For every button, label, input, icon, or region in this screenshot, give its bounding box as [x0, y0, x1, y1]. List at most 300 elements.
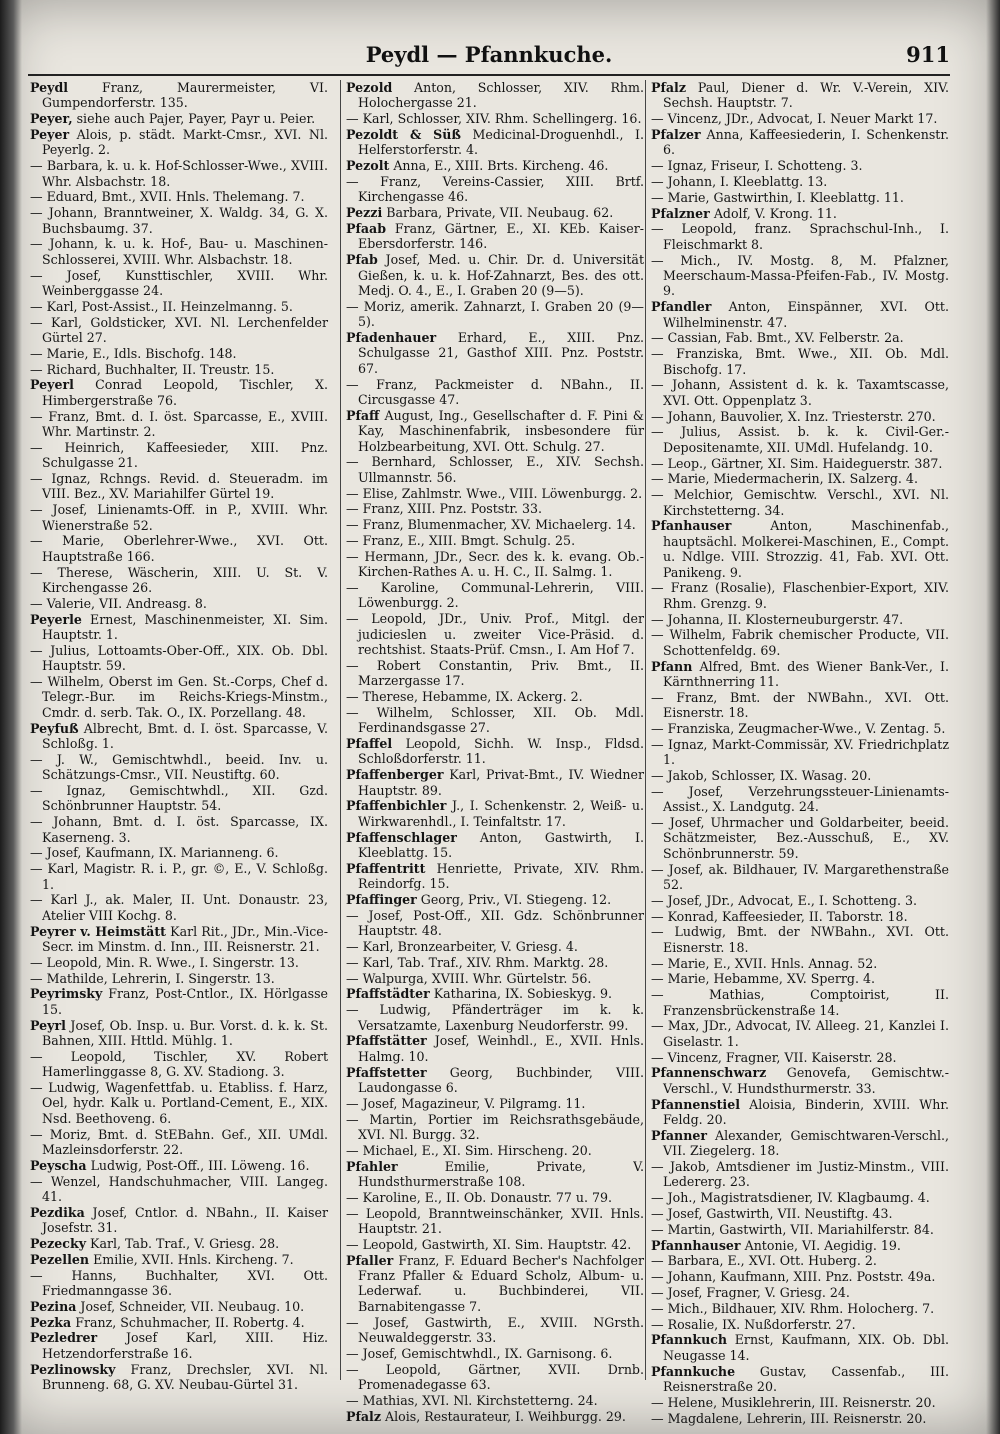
directory-entry [651, 1190, 949, 1205]
directory-entry [651, 1395, 949, 1410]
directory-entry [651, 206, 949, 221]
entry-details: — Therese, Wäscherin, XIII. U. St. V. Kirchengasse 26. [30, 564, 328, 596]
entry-details: — Johann, I. Kleeblattg. 13. [651, 174, 828, 189]
entry-details: — Eduard, Bmt., XVII. Hnls. Thelemang. 7. [30, 189, 305, 205]
entry-details: Josef, Schneider, VII. Neubaug. 10. [80, 1298, 305, 1314]
entry-surname: Peyer, [30, 111, 73, 127]
entry-details: Josef, Ob. Insp. u. Bur. Vorst. d. k. k. St. Bahnen, XIII. Httld. Mühlg. 1. [42, 1017, 328, 1049]
entry-surname: Pfannenstiel [651, 1096, 741, 1112]
directory-entry [30, 1299, 328, 1314]
directory-entry [651, 424, 949, 455]
entry-surname: Pfanhauser [651, 518, 732, 534]
entry-surname: Pfanner [651, 1127, 708, 1143]
entry-details: — Leopold, Tischler, XV. Robert Hamerlinggasse 8, G. XV. Stadiong. 3. [30, 1048, 328, 1080]
directory-entry [346, 939, 644, 954]
entry-surname: Pfaffel [346, 736, 393, 752]
entry-details: — Marie, Oberlehrer-Wwe., XVI. Ott. Hauptstraße 166. [30, 533, 328, 564]
entry-details: — Ludwig, Wagenfettfab. u. Etabliss. f. Harz, Oel, hydr. Kalk u. Portland-Cement, E., XIX. Nsd. Beethoveng. 6. [30, 1080, 328, 1126]
directory-entry [30, 236, 328, 267]
directory-entry [30, 362, 328, 377]
directory-entry [30, 1315, 328, 1330]
directory-entry [651, 471, 949, 486]
directory-entry [346, 1237, 644, 1252]
entry-details: — Wilhelm, Oberst im Gen. St.-Corps, Chef d. Telegr.-Bur. im Reichs-Kriegs-Minstm., Cmdr. d. serb. Tak. O., IX. Porzellang. 48. [30, 674, 328, 720]
directory-entry [30, 1268, 328, 1299]
entry-details: — Mich., Bildhauer, XIV. Rhm. Holocherg. 7. [651, 1300, 935, 1316]
column-2 [346, 80, 644, 1424]
directory-entry [30, 814, 328, 845]
entry-details: Josef, Weinhdl., E., XVII. Hnls. Halmg. 10. [358, 1033, 644, 1064]
directory-entry [346, 798, 644, 829]
entry-details: — Josef, Fragner, V. Griesg. 24. [651, 1285, 850, 1301]
directory-entry [651, 580, 949, 611]
directory-entry [651, 893, 949, 908]
entry-details: — Mathilde, Lehrerin, I. Singerstr. 13. [30, 970, 275, 986]
directory-entry [30, 1252, 328, 1267]
entry-details: — Karl, Schlosser, XIV. Rhm. Schellingerg. 16. [346, 111, 642, 127]
directory-entry [651, 659, 949, 690]
directory-entry [651, 721, 949, 736]
entry-details: — Franziska, Zeugmacher-Wwe., V. Zentag. 5. [651, 721, 946, 737]
entry-details: — Konrad, Kaffeesieder, II. Taborstr. 18. [651, 908, 908, 924]
entry-details: — Josef, Magazineur, V. Pilgramg. 11. [346, 1095, 586, 1111]
entry-details: Franz, Drechsler, XVI. Nl. Brunneng. 68, G. XV. Neubau-Gürtel 31. [42, 1361, 328, 1393]
directory-entry [651, 1159, 949, 1190]
directory-entry [30, 845, 328, 860]
entry-details: — Karl, Bronzearbeiter, V. Griesg. 4. [346, 939, 578, 955]
directory-entry [651, 612, 949, 627]
directory-entry [651, 627, 949, 658]
entry-details: — Helene, Musiklehrerin, III. Reisnerstr. 20. [651, 1394, 936, 1410]
entry-surname: Pfalz [651, 80, 686, 95]
directory-entry [30, 924, 328, 955]
directory-entry [651, 1128, 949, 1159]
directory-entry [651, 1018, 949, 1049]
directory-entry [651, 1097, 949, 1128]
page-title: Peydl — Pfannkuche. [365, 42, 613, 67]
entry-surname: Pfannkuch [651, 1332, 728, 1348]
entry-details: — Wilhelm, Fabrik chemischer Producte, VII. Schottenfeldg. 69. [651, 627, 949, 658]
directory-entry [346, 1315, 644, 1346]
directory-entry [30, 377, 328, 408]
entry-details: — Ignaz, Markt-Commissär, XV. Friedrichplatz 1. [651, 736, 949, 768]
entry-details: — Ignaz, Friseur, I. Schotteng. 3. [651, 158, 863, 174]
directory-entry [651, 190, 949, 205]
entry-surname: Pfannkuche [651, 1363, 736, 1379]
directory-entry [346, 767, 644, 798]
entry-details: — Johann, Bauvolier, X. Inz. Triesterstr. 270. [651, 408, 936, 424]
entry-details: — Ludwig, Pfänderträger im k. k. Versatzamte, Laxenburg Neudorferstr. 99. [346, 1002, 644, 1033]
entry-details: — Wenzel, Handschuhmacher, VIII. Langeg. 41. [30, 1173, 328, 1205]
entry-details: — Johann, Assistent d. k. k. Taxamtscasse, XVI. Ott. Oppenplatz 3. [651, 377, 949, 408]
entry-details: — Karoline, E., II. Ob. Donaustr. 77 u. 79. [346, 1189, 613, 1205]
directory-entry [346, 533, 644, 548]
entry-surname: Pezka [30, 1314, 72, 1330]
entry-details: — Leopold, Gärtner, XVII. Drnb. Promenadegasse 63. [346, 1361, 644, 1393]
entry-surname: Pfandler [651, 299, 712, 315]
entry-details: Katharina, IX. Sobieskyg. 9. [433, 986, 613, 1002]
entry-details: — Cassian, Fab. Bmt., XV. Felberstr. 2a. [651, 330, 904, 346]
directory-entry [651, 1269, 949, 1284]
entry-details: — Josef, Kunsttischler, XVIII. Whr. Weinberggasse 24. [30, 267, 328, 299]
entry-details: — Mathias, Comptoirist, II. Franzensbrückenstraße 14. [651, 987, 949, 1018]
entry-details: Aloisia, Binderin, XVIII. Whr. Feldg. 20. [663, 1096, 949, 1128]
entry-details: — Josef, Post-Off., XII. Gdz. Schönbrunner Hauptstr. 48. [346, 907, 644, 939]
entry-surname: Pfann [651, 658, 693, 674]
entry-details: — Heinrich, Kaffeesieder, XIII. Pnz. Schulgasse 21. [30, 439, 328, 471]
entry-details: — Leopold, Min. R. Wwe., I. Singerstr. 13. [30, 954, 299, 970]
directory-entry [346, 611, 644, 657]
entry-details: — Leopold, Branntweinschänker, XVII. Hnls. Hauptstr. 21. [346, 1205, 644, 1237]
entry-surname: Pfalzer [651, 127, 701, 142]
entry-details: — Moriz, Bmt. d. StEBahn. Gef., XII. UMdl. Mazleinsdorferstr. 22. [30, 1126, 328, 1158]
entry-details: — Karl, Tab. Traf., XIV. Rhm. Marktg. 28. [346, 954, 609, 970]
entry-surname: Pezold [346, 80, 393, 95]
directory-entry [30, 533, 328, 564]
entry-details: Ludwig, Post-Off., III. Löweng. 16. [90, 1157, 310, 1173]
directory-entry [30, 1080, 328, 1126]
entry-details: — Ludwig, Bmt. der NWBahn., XVI. Ott. Eisnerstr. 18. [651, 924, 949, 955]
entry-details: — Josef, Kaufmann, IX. Marianneng. 6. [30, 845, 279, 861]
entry-details: Anna, Kaffeesiederin, I. Schenkenstr. 6. [663, 127, 949, 158]
entry-details: Karl, Tab. Traf., V. Griesg. 28. [90, 1236, 280, 1252]
directory-entry [30, 440, 328, 471]
column-3 [651, 80, 950, 1426]
entry-details: — Moriz, amerik. Zahnarzt, I. Graben 20 (9—5). [346, 298, 644, 330]
directory-entry [346, 1112, 644, 1143]
entry-details: Anton, Maschinenfab., hauptsächl. Molkerei-Maschinen, E., Compt. u. Ndlge. VIII. Strozzig. 41, Fab. XVI. Ott. Panikeng. 9. [663, 518, 949, 580]
directory-entry [30, 674, 328, 720]
entry-details: — Jakob, Schlosser, IX. Wasag. 20. [651, 768, 872, 784]
entry-details: — Mathias, XVI. Nl. Kirchstetterng. 24. [346, 1392, 598, 1408]
entry-details: Franz, Post-Cntlor., IX. Hörlgasse 15. [42, 986, 328, 1017]
entry-details: — Johanna, II. Klosterneuburgerstr. 47. [651, 611, 904, 627]
entry-details: — Marie, Gastwirthin, I. Kleeblattg. 11. [651, 189, 904, 205]
directory-entry [30, 1018, 328, 1049]
entry-details: Emilie, XVII. Hnls. Kircheng. 7. [93, 1251, 294, 1267]
directory-entry [651, 80, 949, 111]
directory-entry [30, 1205, 328, 1236]
directory-entry [346, 408, 644, 454]
entry-details: — Johann, Kaufmann, XIII. Pnz. Poststr. 49a. [651, 1269, 936, 1285]
entry-surname: Pfannenschwarz [651, 1065, 767, 1081]
directory-entry [30, 721, 328, 752]
entry-details: — Hermann, JDr., Secr. des k. k. evang. Ob.-Kirchen-Rathes A. u. H. C., II. Salmg. 1. [346, 548, 644, 580]
column-1 [30, 80, 328, 1393]
entry-details: — Josef, Uhrmacher und Goldarbeiter, beeid. Schätzmeister, Bez.-Ausschuß, E., XV. Schönbrunnerstr. 59. [651, 815, 949, 861]
entry-details: — Franz, E., XIII. Bmgt. Schulg. 25. [346, 533, 576, 549]
directory-entry [651, 924, 949, 955]
directory-entry [651, 158, 949, 173]
directory-entry [30, 596, 328, 611]
directory-entry [30, 1174, 328, 1205]
directory-entry [30, 111, 328, 126]
directory-entry [651, 909, 949, 924]
directory-entry [346, 955, 644, 970]
directory-entry [346, 908, 644, 939]
directory-entry [651, 1411, 949, 1426]
directory-entry [651, 737, 949, 768]
directory-entry [651, 1206, 949, 1221]
entry-surname: Peyerl [30, 377, 74, 393]
directory-entry [346, 486, 644, 501]
entry-surname: Pezolt [346, 158, 390, 174]
directory-entry [346, 861, 644, 892]
entry-details: — Joh., Magistratsdiener, IV. Klagbaumg. 4. [651, 1190, 930, 1206]
entry-details: Josef, Med. u. Chir. Dr. d. Universität Gießen, k. u. k. Hof-Zahnarzt, Bes. des ott. Medj. O. 4., E., I. Graben 20 (9—5). [358, 252, 644, 299]
directory-entry [30, 861, 328, 892]
entry-surname: Pfab [346, 252, 378, 268]
directory-entry [346, 80, 644, 111]
entry-details: — Leopold, Gastwirth, XI. Sim. Hauptstr. 42. [346, 1236, 632, 1252]
entry-details: Karl, Privat-Bmt., IV. Wiedner Hauptstr. 89. [358, 767, 644, 798]
directory-entry [651, 862, 949, 893]
directory-entry [30, 1049, 328, 1080]
entry-surname: Pfaffstädter [346, 986, 430, 1002]
entry-details: — Elise, Zahlmstr. Wwe., VIII. Löwenburgg. 2. [346, 485, 643, 501]
entry-details: Gustav, Cassenfab., III. Reisnerstraße 20. [663, 1363, 949, 1395]
entry-details: — Karl, Post-Assist., II. Heinzelmanng. 5. [30, 298, 293, 314]
entry-details: — Marie, E., Idls. Bischofg. 148. [30, 345, 237, 361]
directory-entry [346, 174, 644, 205]
entry-details: — Johann, Branntweiner, X. Waldg. 34, G. X. Buchsbaumg. 37. [30, 205, 328, 236]
entry-details: — Franz, XIII. Pnz. Poststr. 33. [346, 501, 543, 517]
entry-details: — J. W., Gemischtwhdl., beeid. Inv. u. Schätzungs-Cmsr., VII. Neustiftg. 60. [30, 751, 328, 783]
directory-entry [346, 1206, 644, 1237]
entry-details: — Vincenz, Fragner, VII. Kaiserstr. 28. [651, 1049, 897, 1065]
directory-entry [346, 830, 644, 861]
entry-details: siehe auch Pajer, Payer, Payr u. Peier. [76, 111, 316, 127]
directory-entry [346, 1096, 644, 1111]
directory-entry [30, 502, 328, 533]
directory-entry [30, 955, 328, 970]
directory-entry [346, 454, 644, 485]
entry-details: Alois, Restaurateur, I. Weihburgg. 29. [385, 1408, 626, 1424]
directory-entry [651, 768, 949, 783]
entry-details: — Franz, Packmeister d. NBahn., II. Circusgasse 47. [346, 376, 644, 408]
directory-entry [346, 1002, 644, 1033]
directory-entry [346, 252, 644, 298]
directory-entry [651, 815, 949, 861]
entry-surname: Pezellen [30, 1251, 90, 1267]
directory-entry [346, 299, 644, 330]
directory-entry [346, 1393, 644, 1408]
column-divider [645, 80, 646, 1380]
directory-entry [346, 1409, 644, 1424]
directory-entry [346, 221, 644, 252]
directory-entry [346, 517, 644, 532]
directory-entry [651, 690, 949, 721]
entry-surname: Pezzi [346, 205, 383, 221]
entry-details: Erhard, E., XIII. Pnz. Schulgasse 21, Gasthof XIII. Pnz. Poststr. 67. [358, 330, 644, 376]
directory-entry [346, 971, 644, 986]
directory-entry [651, 174, 949, 189]
directory-entry [346, 1190, 644, 1205]
directory-entry [30, 986, 328, 1017]
directory-entry [30, 268, 328, 299]
directory-entry [651, 111, 949, 126]
directory-entry [346, 986, 644, 1001]
entry-surname: Pfalzner [651, 205, 710, 221]
directory-entry [651, 253, 949, 299]
directory-entry [651, 1238, 949, 1253]
directory-entry [346, 1362, 644, 1393]
directory-entry [346, 658, 644, 689]
directory-entry [651, 1301, 949, 1316]
entry-details: — Barbara, E., XVI. Ott. Huberg. 2. [651, 1253, 877, 1269]
entry-details: Josef, Cntlor. d. NBahn., II. Kaiser Josefstr. 31. [42, 1204, 328, 1236]
directory-entry [651, 1364, 949, 1395]
entry-details: — Johann, Bmt. d. I. öst. Sparcasse, IX. Kaserneng. 3. [30, 814, 328, 845]
entry-details: — Franziska, Bmt. Wwe., XII. Ob. Mdl. Bischofg. 17. [651, 346, 949, 377]
entry-surname: Pfannhauser [651, 1237, 741, 1253]
directory-entry [651, 487, 949, 518]
directory-entry [346, 892, 644, 907]
entry-details: — Josef, Gemischtwhdl., IX. Garnisong. 6. [346, 1345, 613, 1361]
entry-details: Antonie, VI. Aegidig. 19. [744, 1237, 901, 1253]
entry-details: Ernst, Kaufmann, XIX. Ob. Dbl. Neugasse 14. [663, 1332, 950, 1363]
entry-details: Alexander, Gemischtwaren-Verschl., VII. Ziegelerg. 18. [663, 1127, 949, 1159]
directory-entry [30, 752, 328, 783]
directory-entry [30, 783, 328, 814]
entry-details: — Leopold, franz. Sprachschul-Inh., I. Fleischmarkt 8. [651, 221, 949, 252]
entry-details: Emilie, Private, V. Hundsthurmerstraße 108. [358, 1158, 644, 1190]
entry-details: — Josef, Gastwirth, E., XVIII. NGrsth. Neuwaldeggerstr. 33. [346, 1314, 644, 1346]
directory-entry [651, 346, 949, 377]
entry-details: Franz, Maurermeister, VI. Gumpendorferstr. 135. [42, 80, 328, 111]
entry-details: — Franz, Bmt. der NWBahn., XVI. Ott. Eisnerstr. 18. [651, 689, 949, 721]
entry-surname: Pfaab [346, 221, 387, 236]
directory-entry [346, 1033, 644, 1064]
directory-entry [346, 1346, 644, 1361]
entry-details: — Mich., IV. Mostg. 8, M. Pfalzner, Meerschaum-Massa-Pfeifen-Fab., IV. Mostg. 9. [651, 252, 949, 299]
directory-entry [30, 1127, 328, 1158]
entry-surname: Peyrimsky [30, 986, 103, 1002]
entry-details: Anna, E., XIII. Brts. Kircheng. 46. [393, 158, 609, 174]
entry-details: — Martin, Portier im Reichsrathsgebäude, XVI. Nl. Burgg. 32. [346, 1111, 644, 1143]
directory-entry [346, 158, 644, 173]
entry-details: — Valerie, VII. Andreasg. 8. [30, 595, 207, 611]
entry-details: — Julius, Assist. b. k. k. Civil-Ger.-Depositenamte, XII. UMdl. Hufelandg. 10. [651, 424, 949, 455]
entry-details: — Melchior, Gemischtw. Verschl., XVI. Nl. Kirchstetterng. 34. [651, 487, 949, 518]
directory-entry [30, 1158, 328, 1173]
entry-details: — Marie, E., XVII. Hnls. Annag. 52. [651, 955, 878, 971]
directory-entry [30, 127, 328, 158]
directory-entry [30, 612, 328, 643]
directory-entry [346, 1253, 644, 1315]
entry-details: — Franz, Vereins-Cassier, XIII. Brtf. Kirchengasse 46. [346, 174, 644, 205]
entry-details: Paul, Diener d. Wr. V.-Verein, XIV. Sechsh. Hauptstr. 7. [663, 80, 949, 111]
directory-entry [30, 158, 328, 189]
entry-details: — Marie, Miedermacherin, IX. Salzerg. 4. [651, 471, 918, 487]
directory-entry [651, 1065, 949, 1096]
entry-details: — Barbara, k. u. k. Hof-Schlosser-Wwe., XVIII. Whr. Alsbachstr. 18. [30, 158, 328, 189]
entry-details: — Vincenz, JDr., Advocat, I. Neuer Markt 17. [651, 111, 938, 127]
entry-details: Georg, Buchbinder, VIII. Laudongasse 6. [358, 1064, 644, 1096]
directory-entry [651, 1317, 949, 1332]
directory-entry [30, 1362, 328, 1393]
directory-entry [30, 346, 328, 361]
directory-entry [346, 1159, 644, 1190]
directory-entry [651, 377, 949, 408]
entry-details: Adolf, V. Krong. 11. [713, 205, 837, 221]
entry-details: Alois, p. städt. Markt-Cmsr., XVI. Nl. Peyerlg. 2. [42, 127, 328, 158]
entry-details: Leopold, Sichh. W. Insp., Fldsd. Schloßdorferstr. 11. [358, 736, 644, 767]
entry-details: August, Ing., Gesellschafter d. F. Pini & Kay, Maschinenfabrik, insbesondere für Holzbearbeitung, XVI. Ott. Schulg. 27. [358, 407, 644, 454]
directory-entry [30, 643, 328, 674]
entry-details: — Franz (Rosalie), Flaschenbier-Export, XIV. Rhm. Grenzg. 9. [651, 580, 949, 611]
entry-details: — Marie, Hebamme, XV. Sperrg. 4. [651, 971, 875, 987]
directory-entry [651, 987, 949, 1018]
entry-surname: Pfaffstetter [346, 1064, 427, 1080]
entry-surname: Pezdika [30, 1204, 85, 1220]
entry-details: — Josef, Gastwirth, VII. Neustiftg. 43. [651, 1206, 893, 1222]
entry-details: Franz, F. Eduard Becher's Nachfolger Franz Pfaller & Eduard Scholz, Album- u. Lederwaf. u. Buchbinderei, VII. Barnabitengasse 7. [358, 1252, 644, 1314]
entry-surname: Peyfuß [30, 720, 79, 736]
page-left-edge [0, 0, 22, 1434]
entry-surname: Pfaffstätter [346, 1033, 427, 1049]
entry-details: — Karl J., ak. Maler, II. Unt. Donaustr. 23, Atelier VIII Kochg. 8. [30, 892, 328, 923]
entry-details: — Karl, Goldsticker, XVI. Nl. Lerchenfelder Gürtel 27. [30, 314, 328, 346]
page-number: 911 [906, 42, 950, 67]
entry-surname: Peyrer v. Heimstätt [30, 923, 166, 939]
entry-details: Albrecht, Bmt. d. I. öst. Sparcasse, V. Schloßg. 1. [42, 720, 328, 752]
entry-details: Karl Rit., JDr., Min.-Vice-Secr. im Minstm. d. Inn., III. Reisnerstr. 21. [42, 923, 328, 955]
entry-details: — Robert Constantin, Priv. Bmt., II. Marzergasse 17. [346, 657, 644, 689]
entry-details: — Jakob, Amtsdiener im Justiz-Minstm., VIII. Ledererg. 23. [651, 1159, 949, 1190]
directory-entry [346, 549, 644, 580]
entry-surname: Peyscha [30, 1157, 87, 1173]
column-divider [340, 80, 341, 1380]
entry-details: Anton, Einspänner, XVI. Ott. Wilhelminenstr. 47. [663, 299, 949, 330]
entry-details: — Magdalene, Lehrerin, III. Reisnerstr. 20. [651, 1410, 927, 1426]
directory-entry [651, 518, 949, 580]
entry-details: — Franz, Blumenmacher, XV. Michaelerg. 14. [346, 517, 636, 533]
entry-details: — Karoline, Communal-Lehrerin, VIII. Löwenburgg. 2. [346, 580, 644, 611]
entry-details: Franz, Gärtner, E., XI. KEb. Kaiser-Ebersdorferstr. 146. [358, 221, 644, 252]
directory-entry [30, 471, 328, 502]
directory-entry [346, 1143, 644, 1158]
entry-details: — Martin, Gastwirth, VII. Mariahilferstr. 84. [651, 1221, 934, 1237]
entry-surname: Pfaffinger [346, 892, 417, 908]
entry-surname: Pfaffenbichler [346, 798, 447, 814]
directory-entry [30, 299, 328, 314]
entry-details: — Therese, Hebamme, IX. Ackerg. 2. [346, 689, 583, 705]
entry-surname: Peyrl [30, 1017, 66, 1033]
directory-entry [651, 409, 949, 424]
header-rule [28, 74, 950, 76]
entry-details: Georg, Priv., VI. Stiegeng. 12. [420, 892, 612, 908]
directory-entry [346, 205, 644, 220]
page-header [28, 42, 950, 72]
entry-surname: Pfaffenschlager [346, 829, 457, 845]
entry-details: Genovefa, Gemischtw.-Verschl., V. Hundsthurmerstr. 33. [663, 1065, 949, 1096]
entry-details: — Ignaz, Rchngs. Revid. d. Steueradm. im VIII. Bez., XV. Mariahilfer Gürtel 19. [30, 471, 328, 502]
directory-entry [30, 1236, 328, 1251]
directory-entry [651, 971, 949, 986]
directory-entry [346, 689, 644, 704]
entry-surname: Peyer [30, 127, 70, 142]
directory-entry [346, 377, 644, 408]
entry-surname: Peyerle [30, 611, 82, 627]
entry-details: — Josef, ak. Bildhauer, IV. Margarethenstraße 52. [651, 861, 949, 893]
entry-details: Anton, Schlosser, XIV. Rhm. Holochergasse 21. [358, 80, 644, 111]
directory-entry [30, 189, 328, 204]
entry-details: — Johann, k. u. k. Hof-, Bau- u. Maschinen-Schlosserei, XVIII. Whr. Alsbachstr. 18. [30, 236, 328, 267]
directory-entry [30, 409, 328, 440]
directory-entry [651, 1253, 949, 1268]
entry-details: — Josef, Linienamts-Off. in P., XVIII. Whr. Wienerstraße 52. [30, 502, 328, 533]
